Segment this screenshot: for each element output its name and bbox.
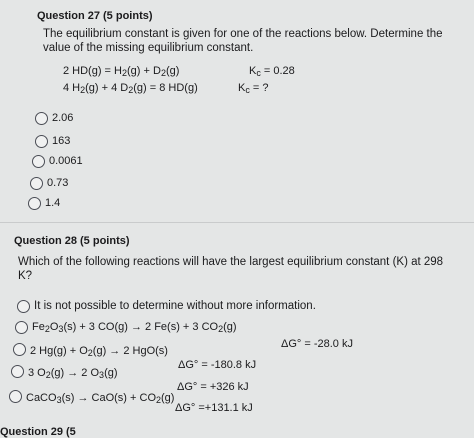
- question-divider: [0, 222, 474, 223]
- q27-option-1-radio[interactable]: [35, 112, 48, 125]
- reaction-2-equation: 4 $H_2(g) + 4$ $D_2(g) = 8$ HD(g): [63, 82, 198, 95]
- reaction-1-kc: $K_c = 0.28$: [249, 65, 295, 78]
- question-27-prompt-line2: value of the missing equilibrium constant.: [43, 42, 254, 54]
- q28-option-4-radio[interactable]: [11, 365, 24, 378]
- question-28-prompt-line2: K?: [18, 270, 33, 282]
- q28-option-4-reaction[interactable]: 3 $O_2(g) \to 2$ $O_3(g)$: [28, 367, 118, 380]
- question-27-title: Question 27 (5 points): [37, 10, 153, 22]
- q28-option-5-radio[interactable]: [9, 390, 22, 403]
- q27-option-5-label[interactable]: 1.4: [45, 197, 61, 209]
- question-28-title: Question 28 (5 points): [14, 235, 130, 247]
- q27-option-1-label[interactable]: 2.06: [52, 112, 74, 124]
- q28-option-5-delta-g: ΔG° =+131.1 kJ: [175, 402, 253, 414]
- q27-option-4-radio[interactable]: [30, 177, 43, 190]
- q27-option-4-label[interactable]: 0.73: [47, 177, 69, 189]
- q28-option-1-label[interactable]: It is not possible to determine without more information.: [34, 300, 316, 312]
- q28-option-3-reaction[interactable]: 2 $Hg(g) + O_2(g) \to 2$ HgO(s): [30, 345, 168, 358]
- q28-option-3-radio[interactable]: [13, 343, 26, 356]
- q28-option-2-delta-g: ΔG° = -28.0 kJ: [281, 338, 353, 350]
- q28-option-4-delta-g: ΔG° = +326 kJ: [177, 381, 249, 393]
- q28-option-2-reaction[interactable]: $Fe_2O_3(s) + 3$ CO(g) → 2 Fe(s) + 3 $CO_2(g)$: [32, 321, 237, 334]
- q27-option-2-radio[interactable]: [35, 135, 48, 148]
- question-27-prompt-line1: The equilibrium constant is given for one of the reactions below. Determine the: [43, 28, 443, 40]
- reaction-2-kc: $K_c$ = ?: [238, 82, 269, 95]
- q27-option-3-radio[interactable]: [32, 155, 45, 168]
- question-28-prompt-line1: Which of the following reactions will have the largest equilibrium constant (K) at 298: [18, 256, 444, 268]
- question-29-title-partial: Question 29 (5: [0, 426, 76, 438]
- q27-option-5-radio[interactable]: [28, 197, 41, 210]
- q28-option-5-reaction[interactable]: CaCO$_3$(s) → $CaO(s) + CO_2(g)$: [26, 392, 175, 405]
- q27-option-2-label[interactable]: 163: [52, 135, 71, 147]
- q28-option-3-delta-g: ΔG° = -180.8 kJ: [178, 359, 257, 371]
- q28-option-2-radio[interactable]: [15, 321, 28, 334]
- q27-option-3-label[interactable]: 0.0061: [49, 155, 83, 167]
- reaction-1-equation: 2 $HD(g) = H_2(g) + D_2(g)$: [63, 65, 180, 78]
- q28-option-1-radio[interactable]: [17, 300, 30, 313]
